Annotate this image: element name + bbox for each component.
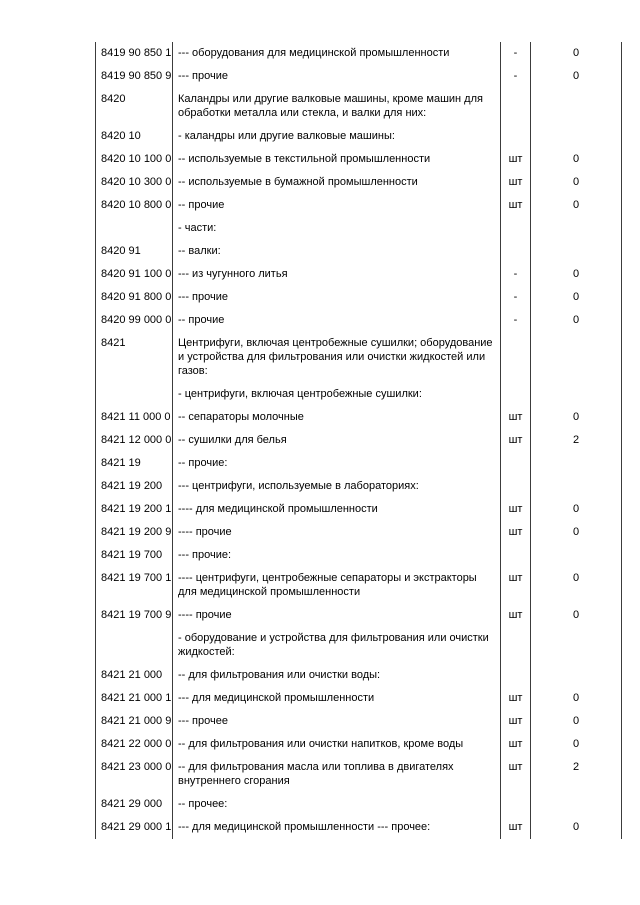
code-cell: 8421 29 000 1 [96,816,173,839]
code-cell: 8420 91 100 0 [96,263,173,286]
rate-cell: 0 [531,65,622,88]
unit-cell [501,383,531,406]
rate-cell: 0 [531,263,622,286]
description-cell: Каландры или другие валковые машины, кроме машин для обработки металла или стекла, и валки для них: [173,88,501,125]
rate-cell [531,793,622,816]
table-row [96,42,622,65]
description-cell: -- прочие [173,194,501,217]
table-row [96,604,622,627]
unit-cell [501,240,531,263]
description-cell: Центрифуги, включая центробежные сушилки; оборудование и устройства для фильтрования или очистки жидкостей или газов: [173,332,501,383]
description-cell: --- центрифуги, используемые в лабораториях: [173,475,501,498]
description-cell: --- оборудования для медицинской промышленности [173,42,501,65]
rate-cell: 0 [531,406,622,429]
code-cell: 8421 21 000 9 [96,710,173,733]
code-cell: 8421 19 200 9 [96,521,173,544]
unit-cell: шт [501,687,531,710]
description-cell: --- для медицинской промышленности [173,687,501,710]
code-cell: 8421 12 000 0 [96,429,173,452]
unit-cell: - [501,263,531,286]
table-row [96,452,622,475]
code-cell: 8421 [96,332,173,383]
unit-cell [501,452,531,475]
unit-cell [501,217,531,240]
unit-cell: шт [501,756,531,793]
code-cell: 8420 10 100 0 [96,148,173,171]
description-cell: ---- прочие [173,521,501,544]
description-cell: ---- прочие [173,604,501,627]
rate-cell: 2 [531,756,622,793]
code-cell: 8421 19 700 9 [96,604,173,627]
rate-cell: 0 [531,171,622,194]
unit-cell: шт [501,148,531,171]
unit-cell [501,544,531,567]
unit-cell: шт [501,733,531,756]
rate-cell: 0 [531,498,622,521]
unit-cell [501,627,531,664]
rate-cell: 0 [531,567,622,604]
description-cell: -- прочие [173,309,501,332]
rate-cell: 2 [531,429,622,452]
code-cell: 8421 23 000 0 [96,756,173,793]
unit-cell: шт [501,567,531,604]
code-cell: 8421 21 000 [96,664,173,687]
unit-cell [501,332,531,383]
code-cell [96,217,173,240]
code-cell: 8421 11 000 0 [96,406,173,429]
table-row [96,309,622,332]
code-cell: 8420 [96,88,173,125]
code-cell: 8421 19 700 1 [96,567,173,604]
code-cell [96,383,173,406]
table-row [96,148,622,171]
rate-cell: 0 [531,687,622,710]
code-cell: 8420 99 000 0 [96,309,173,332]
code-cell [96,627,173,664]
table-row [96,263,622,286]
description-cell: --- для медицинской промышленности --- прочее: [173,816,501,839]
tariff-table-body [96,42,622,839]
rate-cell: 0 [531,604,622,627]
unit-cell: шт [501,710,531,733]
table-row [96,429,622,452]
description-cell: -- используемые в бумажной промышленности [173,171,501,194]
rate-cell [531,452,622,475]
rate-cell: 0 [531,286,622,309]
table-row [96,816,622,839]
description-cell: - части: [173,217,501,240]
table-row [96,567,622,604]
rate-cell: 0 [531,309,622,332]
description-cell: -- сушилки для белья [173,429,501,452]
rate-cell [531,664,622,687]
table-row [96,332,622,383]
description-cell: - центрифуги, включая центробежные сушилки: [173,383,501,406]
rate-cell [531,217,622,240]
description-cell: --- прочие [173,65,501,88]
rate-cell: 0 [531,42,622,65]
table-row [96,88,622,125]
table-row [96,498,622,521]
description-cell: -- для фильтрования или очистки воды: [173,664,501,687]
unit-cell: шт [501,816,531,839]
rate-cell: 0 [531,148,622,171]
table-row [96,793,622,816]
code-cell: 8420 91 800 0 [96,286,173,309]
code-cell: 8420 10 [96,125,173,148]
table-row [96,65,622,88]
table-row [96,710,622,733]
table-row [96,240,622,263]
unit-cell: - [501,309,531,332]
code-cell: 8419 90 850 9 [96,65,173,88]
table-row [96,171,622,194]
rate-cell: 0 [531,816,622,839]
rate-cell [531,125,622,148]
description-cell: -- используемые в текстильной промышленности [173,148,501,171]
description-cell: - каландры или другие валковые машины: [173,125,501,148]
code-cell: 8421 29 000 [96,793,173,816]
unit-cell [501,664,531,687]
tariff-table [95,42,622,839]
rate-cell [531,240,622,263]
rate-cell: 0 [531,733,622,756]
table-row [96,627,622,664]
unit-cell: - [501,42,531,65]
code-cell: 8420 91 [96,240,173,263]
description-cell: -- сепараторы молочные [173,406,501,429]
unit-cell [501,88,531,125]
description-cell: -- прочее: [173,793,501,816]
code-cell: 8421 19 200 [96,475,173,498]
description-cell: -- для фильтрования масла или топлива в двигателях внутреннего сгорания [173,756,501,793]
table-row [96,475,622,498]
rate-cell [531,475,622,498]
table-row [96,733,622,756]
description-cell: --- прочие: [173,544,501,567]
rate-cell [531,627,622,664]
table-row [96,687,622,710]
table-row [96,406,622,429]
description-cell: -- прочие: [173,452,501,475]
rate-cell: 0 [531,194,622,217]
description-cell: -- для фильтрования или очистки напитков, кроме воды [173,733,501,756]
unit-cell: шт [501,171,531,194]
description-cell: -- валки: [173,240,501,263]
description-cell: ---- для медицинской промышленности [173,498,501,521]
code-cell: 8421 19 200 1 [96,498,173,521]
rate-cell: 0 [531,521,622,544]
description-cell: ---- центрифуги, центробежные сепараторы и экстракторы для медицинской промышленности [173,567,501,604]
code-cell: 8421 19 [96,452,173,475]
description-cell: - оборудование и устройства для фильтрования или очистки жидкостей: [173,627,501,664]
code-cell: 8421 19 700 [96,544,173,567]
rate-cell: 0 [531,710,622,733]
rate-cell [531,544,622,567]
table-row [96,383,622,406]
unit-cell [501,475,531,498]
rate-cell [531,332,622,383]
unit-cell: шт [501,604,531,627]
table-row [96,217,622,240]
unit-cell: шт [501,498,531,521]
description-cell: --- из чугунного литья [173,263,501,286]
unit-cell [501,793,531,816]
description-cell: --- прочие [173,286,501,309]
description-cell: --- прочее [173,710,501,733]
code-cell: 8420 10 800 0 [96,194,173,217]
code-cell: 8419 90 850 1 [96,42,173,65]
table-row [96,286,622,309]
table-row [96,756,622,793]
unit-cell: - [501,65,531,88]
table-row [96,125,622,148]
unit-cell: - [501,286,531,309]
unit-cell: шт [501,194,531,217]
unit-cell [501,125,531,148]
unit-cell: шт [501,429,531,452]
code-cell: 8420 10 300 0 [96,171,173,194]
code-cell: 8421 21 000 1 [96,687,173,710]
unit-cell: шт [501,521,531,544]
table-row [96,521,622,544]
table-row [96,664,622,687]
code-cell: 8421 22 000 0 [96,733,173,756]
unit-cell: шт [501,406,531,429]
rate-cell [531,88,622,125]
table-row [96,194,622,217]
rate-cell [531,383,622,406]
table-row [96,544,622,567]
